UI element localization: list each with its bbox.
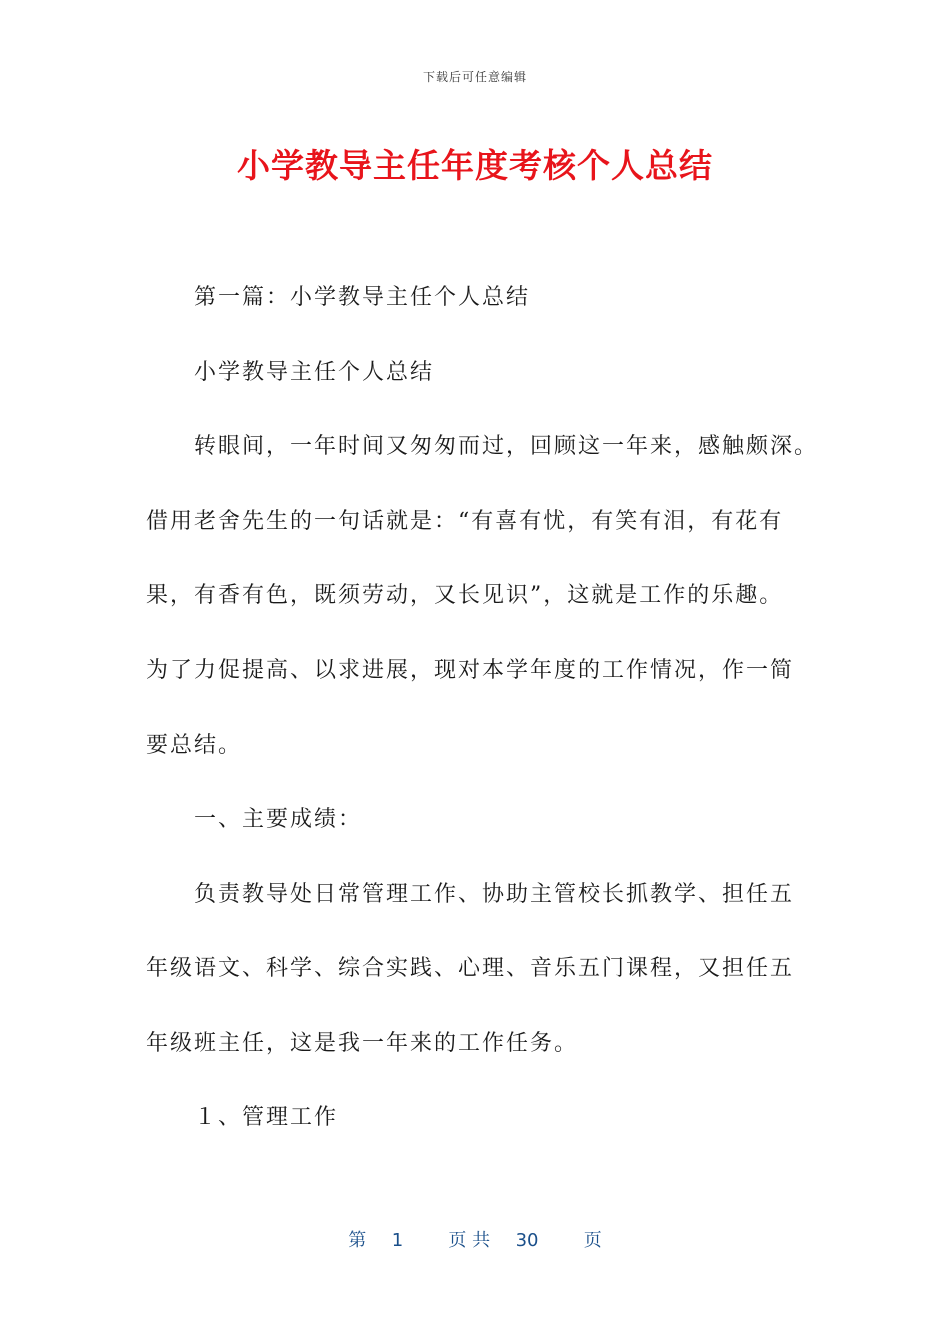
paragraph-line: 负责教导处日常管理工作、协助主管校长抓教学、担任五 — [194, 882, 795, 907]
footer-current-page: 1 — [391, 1230, 404, 1251]
footer-page-suffix: 页 — [583, 1230, 602, 1251]
subtitle-line: 小学教导主任个人总结 — [194, 360, 435, 385]
footer-total-pages: 30 — [515, 1230, 539, 1251]
paragraph-line: 年级语文、科学、综合实践、心理、音乐五门课程，又担任五 — [146, 956, 795, 981]
header-note: 下载后可任意编辑 — [422, 70, 527, 84]
paragraph-line: 年级班主任，这是我一年来的工作任务。 — [146, 1031, 579, 1056]
footer-page-mid: 页 共 — [448, 1230, 491, 1251]
document-title: 小学教导主任年度考核个人总结 — [237, 146, 713, 185]
list-subheading: １、管理工作 — [194, 1105, 339, 1130]
paragraph-line: 借用老舍先生的一句话就是：“有喜有忧，有笑有泪，有花有 — [146, 509, 784, 534]
page-footer — [0, 1226, 950, 1252]
paragraph-line: 果，有香有色，既须劳动，又长见识”，这就是工作的乐趣。 — [146, 583, 784, 608]
paragraph-line: 为了力促提高、以求进展，现对本学年度的工作情况，作一简 — [146, 658, 795, 683]
list-heading: 一、主要成绩： — [194, 807, 363, 832]
section-heading: 第一篇：小学教导主任个人总结 — [194, 285, 531, 310]
paragraph-line: 转眼间，一年时间又匆匆而过，回顾这一年来，感触颇深。 — [194, 434, 819, 459]
paragraph-line: 要总结。 — [146, 733, 243, 758]
footer-page-prefix: 第 — [348, 1230, 367, 1251]
